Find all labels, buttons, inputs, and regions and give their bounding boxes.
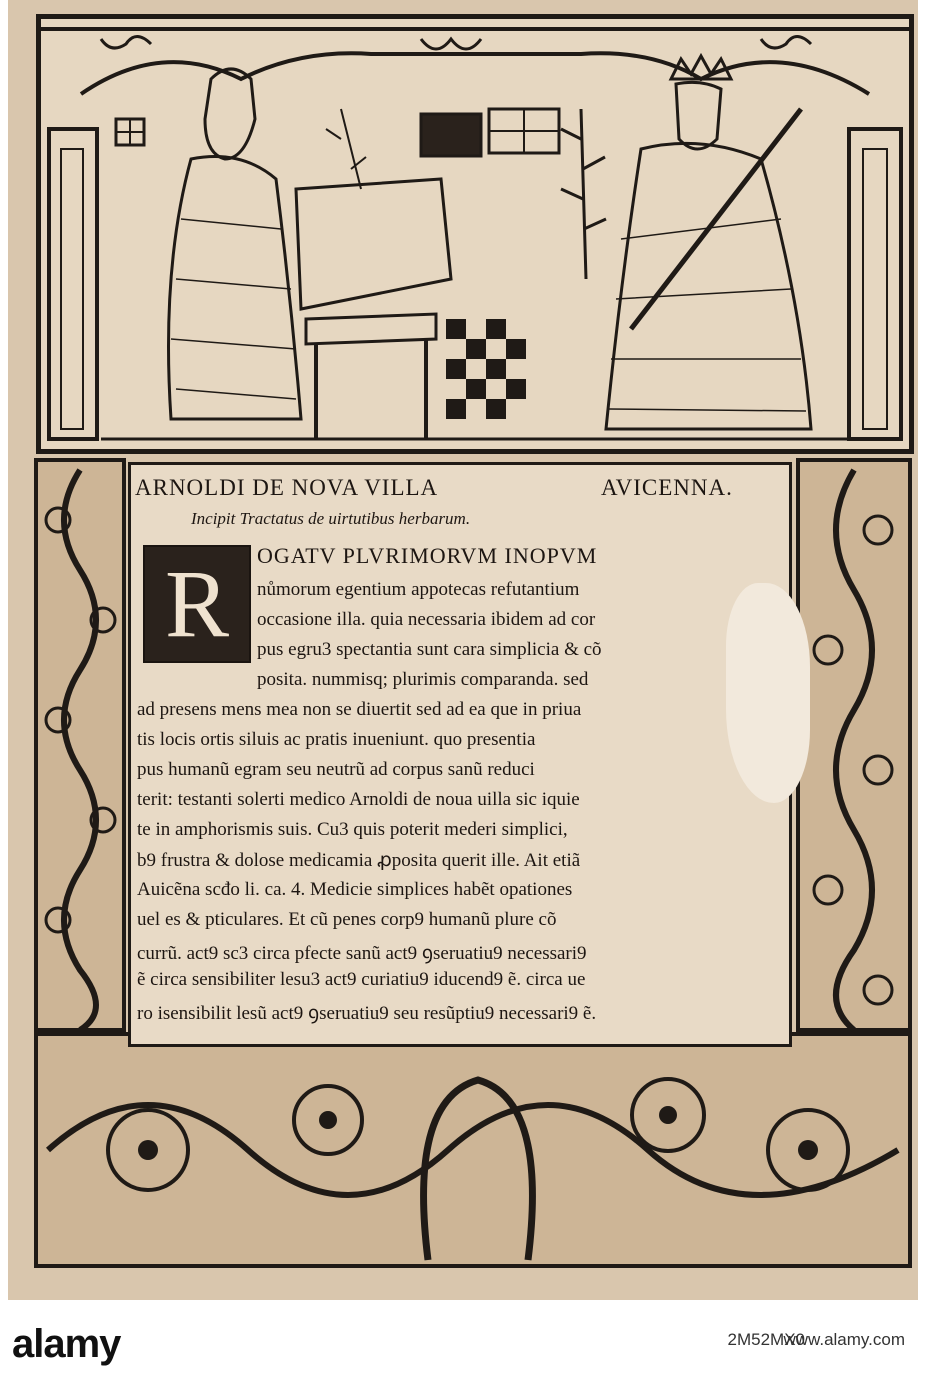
text-line: pus humanũ egram seu neutrũ ad corpus sanũ reduci [137, 759, 535, 780]
text-line: Auicẽna scđo li. ca. 4. Medicie simplices habẽt opationes [137, 879, 573, 900]
text-line: ro isensibilit lesũ act9 ꝯseruatiu9 seu resũptiu9 necessari9 ẽ. [137, 1003, 597, 1024]
text-line: ẽ circa sensibiliter lesu3 act9 curiatiu9 iducend9 ẽ. circa ue [137, 969, 586, 990]
drop-cap-letter: R [164, 550, 230, 657]
page-heading [131, 465, 789, 511]
text-block [128, 462, 792, 1047]
text-line: uel es & pticulares. Et cũ penes corp9 humanũ plure cõ [137, 909, 557, 930]
text-line: currũ. act9 sc3 circa pfecte sanũ act9 ꝯseruatiu9 necessari9 [137, 943, 587, 964]
text-line: te in amphorismis suis. Cu3 quis poterit mederi simplici, [137, 819, 568, 840]
text-line: b9 frustra & dolose medicamia ꝓposita querit ille. Ait etiã [137, 850, 581, 871]
text-line: terit: testanti solerti medico Arnoldi de noua uilla sic iquie [137, 789, 580, 810]
heading-author: ARNOLDI DE NOVA VILLA [135, 475, 439, 500]
drop-cap [143, 545, 251, 663]
book-page [8, 0, 918, 1300]
incipit-line: Incipit Tractatus de uirtutibus herbarum. [191, 509, 471, 528]
opening-line: OGATV PLVRIMORVM INOPVM [257, 543, 598, 568]
heading-avicenna: AVICENNA. [601, 475, 733, 500]
text-line: tis locis ortis siluis ac pratis inueniunt. quo presentia [137, 729, 536, 750]
text-line: pus egru3 spectantia sunt cara simplicia & cõ [257, 639, 602, 660]
watermark-bar [0, 1300, 925, 1390]
text-line: occasione illa. quia necessaria ibidem ad cor [257, 609, 596, 630]
text-line: posita. nummisq; plurimis comparanda. sed [257, 669, 589, 690]
paper-damage [726, 583, 810, 803]
alamy-logo[interactable]: alamy [12, 1322, 121, 1366]
text-line: ad presens mens mea non se diuertit sed ad ea que in priua [137, 699, 582, 720]
text-line: nůmorum egentium appotecas refutantium [257, 579, 580, 600]
site-url[interactable]: www.alamy.com [783, 1330, 905, 1349]
image-id: 2M52MX0 [727, 1330, 805, 1349]
